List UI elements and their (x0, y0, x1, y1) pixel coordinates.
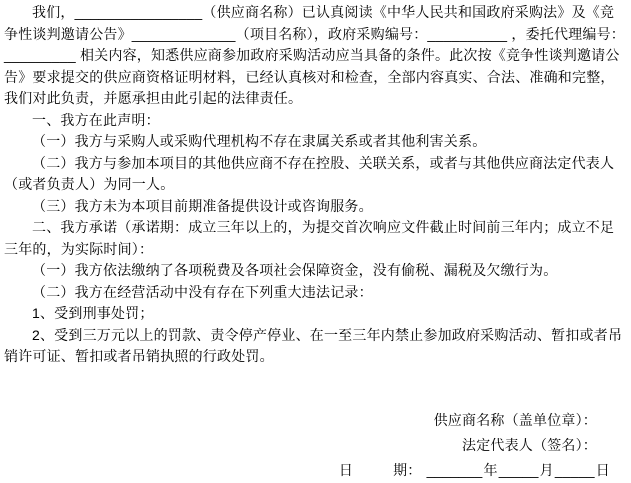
section-1-heading: 一、我方在此声明： (32, 111, 160, 128)
date-day-word: 日 (338, 461, 354, 478)
legal-representative-sign-line: 法定代表人（签名）： (462, 436, 597, 453)
date-day-label: 日 (595, 461, 610, 478)
commitment-item-1: （一）我方依法缴纳了各项税费及各项社会保障资金，没有偷税、漏税及欠缴行为。 (32, 262, 558, 278)
supplier-name-seal-line: 供应商名称（盖单位章）： (433, 411, 597, 428)
date-day-blank: _____ (554, 461, 595, 478)
declaration-item-1: （一）我方与采购人或采购代理机构不存在隶属关系或者其他利害关系。 (32, 133, 487, 149)
declaration-item-3: （三）我方未为本项目前期准备提供设计或咨询服务。 (32, 197, 373, 214)
date-month-blank: _____ (498, 461, 539, 478)
date-period-word: 期： (393, 461, 422, 478)
signature-block (4, 408, 628, 483)
date-year-blank: _______ (426, 461, 483, 478)
date-month-label: 月 (539, 461, 554, 478)
intro-paragraph: 我们，________________（供应商名称）已认真阅读《中华人民共和国政府采购法》及《竞争性谈判邀请公告》_____________（项目名称），政府采购编号：__________ ，委托代理编号：_________ 相关内容，知悉供应商参加政府采购活动应当具备的条件。此次按《竞争性谈判邀请公告》要求提交的供应商资格证明材料，已经认真核对和检查，全部内容真实、合法、准确和完整，我们对此负责，并愿承担由此引起的法律责任。 (4, 4, 625, 106)
date-year-label: 年 (483, 461, 498, 478)
commitment-item-2: （二）我方在经营活动中没有存在下列重大违法记录： (32, 283, 373, 300)
section-2-heading: 二、我方承诺（承诺期：成立三年以上的，为提交首次响应文件截止时间前三年内；成立不足三年的，为实际时间）： (4, 219, 615, 257)
declaration-item-2: （二）我方与参加本项目的其他供应商不存在控股、关联关系，或者与其他供应商法定代表人（或者负责人）为同一人。 (4, 154, 615, 192)
date-line (4, 458, 628, 483)
illegal-record-item-2: 2、受到三万元以上的罚款、责令停产停业、在一至三年内禁止参加政府采购活动、暂扣或者吊销许可证、暂扣或者吊销执照的行政处罚。 (4, 326, 623, 364)
illegal-record-item-1: 1、受到刑事处罚； (32, 305, 154, 321)
